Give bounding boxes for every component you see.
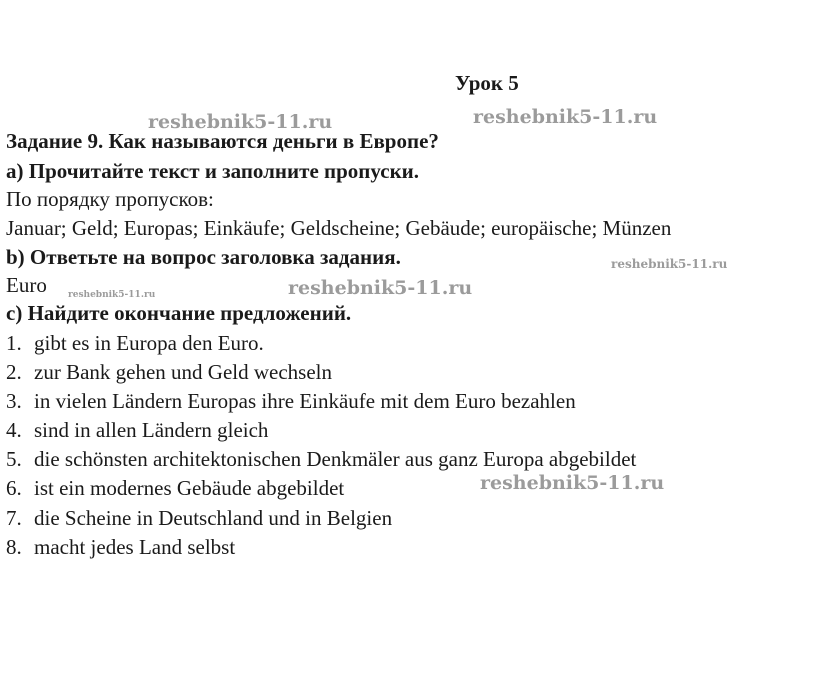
part-b-heading: b) Ответьте на вопрос заголовка задания. (6, 245, 401, 269)
item-number: 4. (6, 418, 22, 443)
list-item (6, 504, 636, 533)
item-text: sind in allen Ländern gleich (34, 418, 269, 443)
watermark: reshebnik5-11.ru (288, 277, 473, 299)
part-b-answer: Euro (6, 273, 47, 297)
item-text: macht jedes Land selbst (34, 534, 236, 559)
item-text: in vielen Ländern Europas ihre Einkäufe mit dem Euro bezahlen (34, 389, 576, 414)
watermark: reshebnik5-11.ru (611, 257, 728, 271)
item-number: 8. (6, 534, 22, 559)
task-title: Задание 9. Как называются деньги в Европе? (6, 129, 439, 153)
item-number: 3. (6, 389, 22, 414)
part-a-heading: a) Прочитайте текст и заполните пропуски. (6, 159, 420, 183)
part-a-intro: По порядку пропусков: (6, 187, 214, 211)
part-c-answers-list (6, 329, 636, 562)
watermark: reshebnik5-11.ru (480, 472, 665, 494)
item-text: die Scheine in Deutschland und in Belgien (34, 505, 393, 530)
part-a-answer: Januar; Geld; Europas; Einkäufe; Geldscheine; Gebäude; europäische; Münzen (6, 216, 672, 240)
item-text: zur Bank gehen und Geld wechseln (34, 360, 332, 385)
item-number: 2. (6, 360, 22, 385)
list-item (6, 474, 636, 503)
watermark: reshebnik5-11.ru (473, 106, 658, 128)
item-text: gibt es in Europa den Euro. (34, 331, 264, 355)
watermark: reshebnik5-11.ru (68, 290, 156, 300)
item-number: 5. (6, 447, 22, 472)
list-item (6, 533, 636, 562)
watermark: reshebnik5-11.ru (148, 111, 333, 133)
lesson-title: Урок 5 (455, 71, 519, 95)
item-number: 1. (6, 331, 22, 355)
item-text: ist ein modernes Gebäude abgebildet (34, 476, 345, 501)
part-c-heading: c) Найдите окончание предложений. (6, 301, 352, 325)
item-text: die schönsten architektonischen Denkmäler aus ganz Europa abgebildet (34, 447, 637, 472)
list-item (6, 329, 636, 358)
list-item (6, 445, 636, 474)
item-number: 6. (6, 476, 22, 501)
list-item (6, 416, 636, 445)
list-item (6, 387, 636, 416)
item-number: 7. (6, 505, 22, 530)
list-item (6, 358, 636, 387)
